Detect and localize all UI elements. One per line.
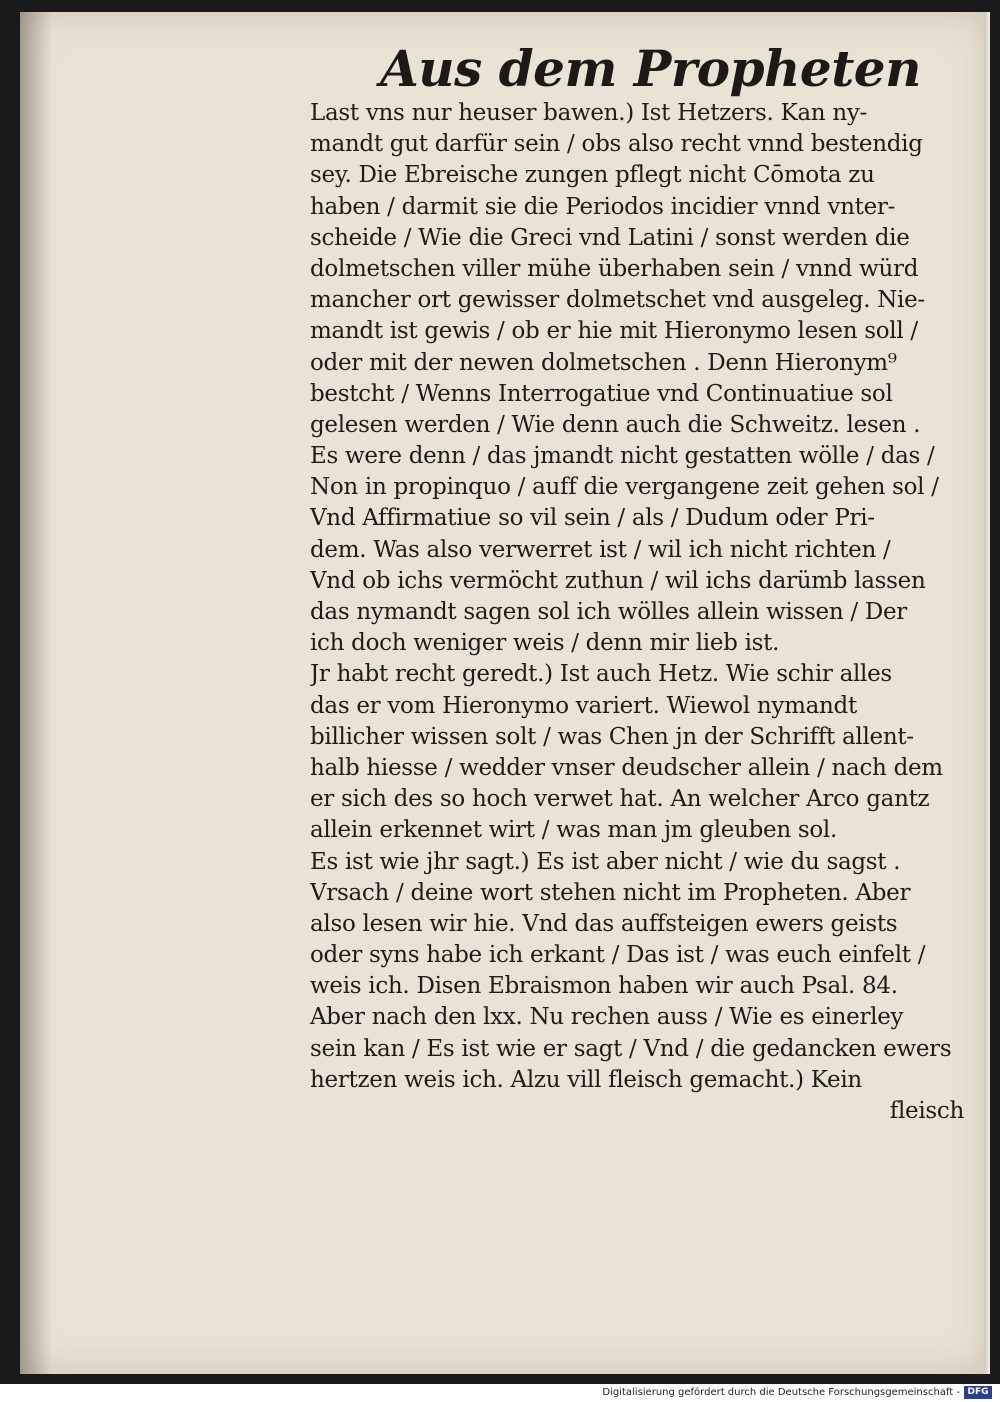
text-line: das nymandt sagen sol ich wölles allein wissen / Der — [310, 599, 908, 625]
footer-bar — [0, 1384, 1000, 1402]
running-head: Aus dem Propheten — [380, 39, 921, 98]
text-line: Jr habt recht geredt.) Ist auch Hetz. Wie schir alles — [310, 661, 892, 688]
text-line: sein kan / Es ist wie er sagt / Vnd / die gedancken ewers — [310, 1035, 952, 1062]
page-edge — [984, 12, 990, 1374]
text-line: oder syns habe ich erkant / Das ist / was euch einfelt / — [310, 942, 926, 969]
text-line: dem. Was also verwerret ist / wil ich nicht richten / — [310, 536, 891, 563]
text-line: weis ich. Disen Ebraismon haben wir auch Psal. 84. — [310, 973, 898, 1000]
text-line: dolmetschen viller mühe überhaben sein / vnnd würd — [310, 255, 919, 282]
text-line: oder mit der newen dolmetschen . Denn Hieronym⁹ — [310, 349, 897, 376]
text-line: also lesen wir hie. Vnd das auffsteigen ewers geists — [310, 910, 898, 937]
text-line: hertzen weis ich. Alzu vill fleisch gemacht.) Kein — [310, 1066, 862, 1093]
text-line: sey. Die Ebreische zungen pflegt nicht Cōmota zu — [310, 162, 875, 189]
text-line: Last vns nur heuser bawen.) Ist Hetzers. Kan ny- — [310, 100, 867, 126]
text-line: Aber nach den lxx. Nu rechen auss / Wie es einerley — [310, 1004, 904, 1031]
text-line: scheide / Wie die Greci vnd Latini / sonst werden die — [310, 224, 910, 251]
text-line: billicher wissen solt / was Chen jn der Schrifft allent- — [310, 723, 914, 750]
text-line: haben / darmit sie die Periodos incidier vnnd vnter- — [310, 193, 896, 220]
text-line: mandt ist gewis / ob er hie mit Hieronymo lesen soll / — [310, 318, 918, 345]
text-line: Vnd Affirmatiue so vil sein / als / Dudum oder Pri- — [310, 505, 875, 532]
text-line: ich doch weniger weis / denn mir lieb ist. — [310, 630, 780, 657]
text-line: gelesen werden / Wie denn auch die Schweitz. lesen . — [310, 411, 921, 438]
text-line: bestcht / Wenns Interrogatiue vnd Continuatiue sol — [310, 380, 893, 407]
text-line: Vnd ob ichs vermöcht zuthun / wil ichs darümb lassen — [310, 567, 926, 594]
text-line: Es ist wie jhr sagt.) Es ist aber nicht / wie du sagst . — [310, 848, 901, 875]
text-line: das er vom Hieronymo variert. Wiewol nymandt — [310, 692, 857, 719]
text-line: Non in propinquo / auff die vergangene zeit gehen sol / — [310, 474, 939, 501]
text-line: mancher ort gewisser dolmetschet vnd ausgeleg. Nie- — [310, 287, 925, 314]
dfg-logo: DFG — [964, 1386, 992, 1399]
text-line: allein erkennet wirt / was man jm gleuben sol. — [310, 817, 838, 844]
text-line: er sich des so hoch verwet hat. An welcher Arco gantz — [310, 786, 930, 813]
text-line: halb hiesse / wedder vnser deudscher allein / nach dem — [310, 754, 943, 781]
text-line: Es were denn / das jmandt nicht gestatten wölle / das / — [310, 443, 935, 470]
body-text — [310, 98, 982, 1127]
funding-notice: Digitalisierung gefördert durch die Deutsche Forschungsgemeinschaft - — [602, 1387, 960, 1398]
text-line: mandt gut darfür sein / obs also recht vnnd bestendig — [310, 131, 923, 158]
catchword: fleisch — [889, 1098, 964, 1124]
text-line: Vrsach / deine wort stehen nicht im Propheten. Aber — [310, 879, 911, 906]
page-gutter-shadow — [20, 12, 52, 1374]
